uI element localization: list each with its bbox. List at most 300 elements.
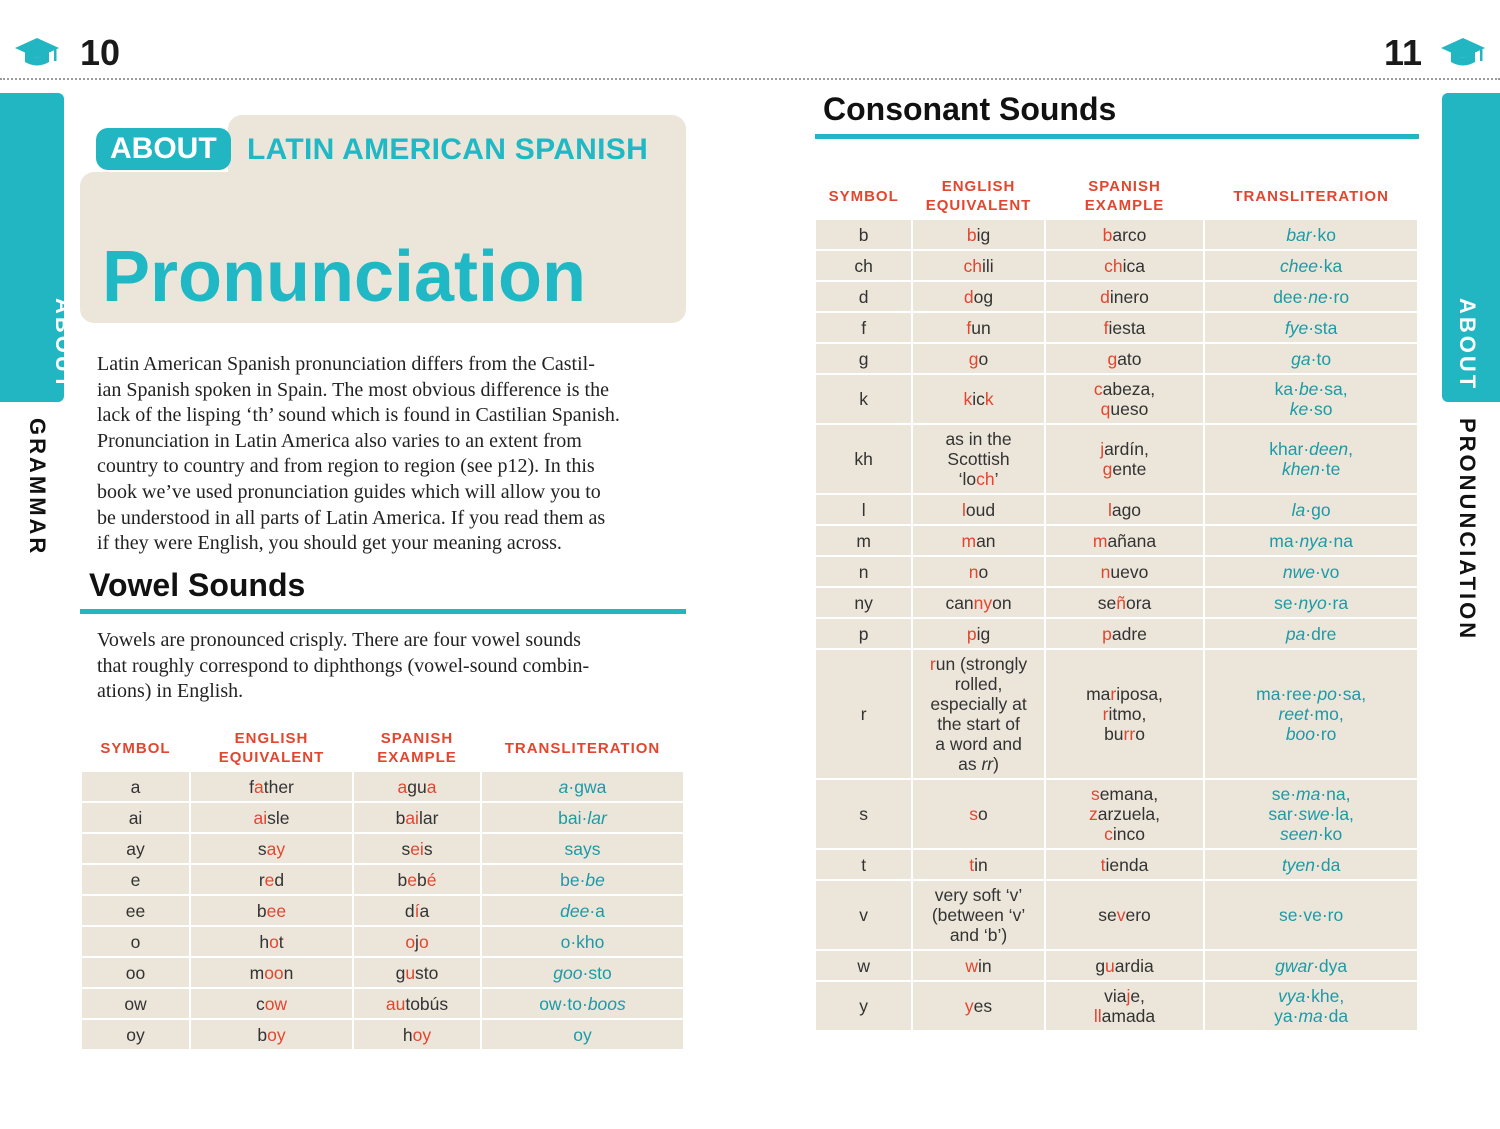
transliteration-cell xyxy=(1205,220,1417,249)
english-equivalent-cell xyxy=(913,425,1043,493)
consonant-table-row xyxy=(816,282,1417,311)
highlighted-letters: t xyxy=(1100,854,1106,875)
vowel-text-line: ations) in English. xyxy=(97,680,244,703)
english-equivalent-cell xyxy=(913,344,1043,373)
symbol-cell xyxy=(816,425,911,493)
spanish-example-cell xyxy=(1046,495,1204,524)
stressed-syllable: ma xyxy=(1296,784,1321,804)
text-segment: ’ xyxy=(994,469,999,489)
intro-paragraph xyxy=(97,352,697,557)
stressed-syllable: chee xyxy=(1280,255,1318,276)
text-segment: ic xyxy=(972,389,985,409)
text-segment: as xyxy=(958,754,982,774)
consonant-table-row xyxy=(816,951,1417,980)
text-segment: ·a xyxy=(589,900,605,921)
spanish-example-cell xyxy=(354,958,480,987)
text-segment: ·sta xyxy=(1308,317,1338,338)
transliteration-cell xyxy=(482,834,683,863)
vowel-table-row xyxy=(82,803,683,832)
english-equivalent-cell xyxy=(913,526,1043,555)
vowel-text-line: Vowels are pronounced crisply. There are four vowel sounds xyxy=(97,629,581,651)
text-segment: ·na, xyxy=(1320,784,1351,804)
text-segment: l xyxy=(861,499,866,520)
symbol-cell xyxy=(816,650,911,778)
highlighted-letters: m xyxy=(1092,530,1108,551)
english-equivalent-cell xyxy=(913,650,1043,778)
text-segment: ka· xyxy=(1274,379,1299,399)
stressed-syllable: vya xyxy=(1278,986,1306,1006)
consonant-table-row xyxy=(816,982,1417,1030)
symbol-cell xyxy=(816,850,911,879)
text-segment: very soft ‘v’ xyxy=(934,885,1023,905)
text-segment: emana, xyxy=(1099,784,1159,804)
text-segment: inero xyxy=(1109,286,1149,307)
text-segment: says xyxy=(564,838,601,859)
text-segment: inco xyxy=(1112,824,1145,844)
text-segment: lar xyxy=(418,807,439,828)
highlighted-letters: r xyxy=(929,654,936,674)
highlighted-letters: ñ xyxy=(1116,592,1126,613)
symbol-cell xyxy=(82,772,189,801)
text-segment: dee· xyxy=(1273,286,1309,307)
text-segment: se xyxy=(1098,905,1117,925)
english-equivalent-cell xyxy=(913,588,1043,617)
transliteration-cell xyxy=(482,803,683,832)
transliteration-cell xyxy=(482,989,683,1018)
text-segment: ai xyxy=(128,807,143,828)
english-equivalent-cell xyxy=(191,896,352,925)
symbol-cell xyxy=(82,896,189,925)
highlighted-letters: í xyxy=(414,900,420,921)
spanish-example-cell xyxy=(354,927,480,956)
highlighted-letters: y xyxy=(964,996,974,1016)
spanish-example-cell xyxy=(354,989,480,1018)
highlighted-letters: oy xyxy=(267,1024,286,1045)
text-segment: oo xyxy=(125,962,146,983)
highlighted-letters: ai xyxy=(253,807,268,828)
vowel-table-header xyxy=(82,726,683,770)
highlighted-letters: b xyxy=(966,224,977,245)
highlighted-letters: o xyxy=(269,931,279,952)
highlighted-letters: s xyxy=(969,804,979,824)
vowel-table-row xyxy=(82,958,683,987)
symbol-cell xyxy=(816,881,911,949)
text-segment: t xyxy=(861,854,867,875)
intro-line: lack of the lisping ‘th’ sound which is found in Castilian Spanish. xyxy=(97,404,620,427)
transliteration-cell xyxy=(482,1020,683,1049)
text-segment: ·ro xyxy=(1327,286,1350,307)
highlighted-letters: r xyxy=(1102,704,1109,724)
highlighted-letters: ch xyxy=(963,255,982,276)
consonant-table-row xyxy=(816,220,1417,249)
highlighted-letters: g xyxy=(968,348,979,369)
text-segment: arco xyxy=(1112,224,1147,245)
stressed-syllable: gwar xyxy=(1275,955,1314,976)
highlighted-letters: a xyxy=(426,776,437,797)
symbol-cell xyxy=(816,375,911,423)
highlighted-letters: c xyxy=(1093,379,1103,399)
transliteration-cell xyxy=(482,772,683,801)
text-segment: d xyxy=(404,900,415,921)
text-segment: ili xyxy=(981,255,994,276)
text-segment: ica xyxy=(1122,255,1145,276)
vowel-text-line: that roughly correspond to diphthongs (vowel-sound combin- xyxy=(97,654,590,677)
text-segment: iesta xyxy=(1108,317,1146,338)
transliteration-cell xyxy=(1205,588,1417,617)
consonant-table-row xyxy=(816,780,1417,848)
text-segment: khar· xyxy=(1269,439,1310,459)
text-segment: m xyxy=(856,530,871,551)
text-segment: ig xyxy=(976,224,991,245)
text-segment: añana xyxy=(1107,530,1157,551)
english-equivalent-cell xyxy=(913,220,1043,249)
text-segment: an xyxy=(976,530,996,551)
highlighted-letters: w xyxy=(965,955,979,976)
highlighted-letters: ch xyxy=(1104,255,1123,276)
text-segment: d xyxy=(274,869,285,890)
spanish-example-cell xyxy=(354,834,480,863)
highlighted-letters: k xyxy=(984,389,994,409)
highlighted-letters: c xyxy=(1104,824,1113,844)
text-segment: ·ko xyxy=(1311,224,1336,245)
highlighted-letters: v xyxy=(1116,905,1126,925)
highlighted-letters: ll xyxy=(1093,1006,1102,1026)
text-segment: b xyxy=(256,900,267,921)
stressed-syllable: boos xyxy=(587,993,626,1014)
text-segment: be· xyxy=(560,869,586,890)
highlighted-letters: oy xyxy=(412,1024,432,1045)
vowel-column-header: SPANISH EXAMPLE xyxy=(354,726,480,770)
vowel-table-row xyxy=(82,927,683,956)
stressed-syllable: tyen xyxy=(1281,854,1316,875)
vowel-table-row xyxy=(82,1020,683,1049)
text-segment: g xyxy=(1095,955,1106,976)
symbol-cell xyxy=(816,619,911,648)
symbol-cell xyxy=(82,834,189,863)
highlighted-letters: g xyxy=(1102,459,1113,479)
english-equivalent-cell xyxy=(191,989,352,1018)
text-segment: oud xyxy=(965,499,996,520)
text-segment: ·go xyxy=(1305,499,1331,520)
spanish-example-cell xyxy=(1046,282,1204,311)
consonant-table-row xyxy=(816,557,1417,586)
intro-line: if they were English, you should get your meaning across. xyxy=(97,532,562,555)
highlighted-letters: ay xyxy=(266,838,286,859)
text-segment: ·mo, xyxy=(1308,704,1344,724)
text-segment: oy xyxy=(126,1024,145,1045)
text-segment: r xyxy=(258,869,265,890)
spanish-example-cell xyxy=(1046,951,1204,980)
spanish-example-cell xyxy=(1046,425,1204,493)
text-segment: ·to xyxy=(1310,348,1332,369)
right-section-label: PRONUNCIATION xyxy=(1455,418,1480,642)
vowel-column-header: ENGLISH EQUIVALENT xyxy=(191,726,352,770)
transliteration-cell xyxy=(1205,495,1417,524)
symbol-cell xyxy=(82,927,189,956)
highlighted-letters: k xyxy=(963,389,973,409)
text-segment: ·ka xyxy=(1317,255,1343,276)
english-equivalent-cell xyxy=(191,834,352,863)
stressed-syllable: ga xyxy=(1291,348,1311,369)
text-segment: ago xyxy=(1111,499,1142,520)
highlighted-letters: ny xyxy=(973,592,993,613)
text-segment: m xyxy=(249,962,265,983)
intro-line: Pronunciation in Latin America also varies to an extent from xyxy=(97,429,582,452)
consonant-column-header: TRANSLITERATION xyxy=(1205,174,1417,218)
intro-line: ian Spanish spoken in Spain. The most obvious difference is the xyxy=(97,378,609,401)
text-segment: ma·ree· xyxy=(1256,684,1318,704)
text-segment: ee xyxy=(125,900,146,921)
stressed-syllable: be xyxy=(585,869,605,890)
text-segment: ig xyxy=(976,623,991,644)
text-segment: s xyxy=(401,838,411,859)
english-equivalent-cell xyxy=(191,865,352,894)
text-segment: ·te xyxy=(1319,459,1341,479)
spanish-example-cell xyxy=(354,772,480,801)
consonant-table-header xyxy=(816,174,1417,218)
text-segment: bu xyxy=(1104,724,1124,744)
vowel-column-header: TRANSLITERATION xyxy=(482,726,683,770)
text-segment: se· xyxy=(1274,592,1299,613)
text-segment: f xyxy=(249,776,254,797)
spanish-example-cell xyxy=(1046,982,1204,1030)
text-segment: c xyxy=(255,993,265,1014)
graduation-cap-icon xyxy=(1440,36,1486,70)
about-label: ABOUT xyxy=(96,128,231,170)
text-segment: ·khe, xyxy=(1305,986,1345,1006)
highlighted-letters: r xyxy=(1110,684,1117,704)
english-equivalent-cell xyxy=(913,951,1043,980)
english-equivalent-cell xyxy=(913,619,1043,648)
text-segment: iposa, xyxy=(1116,684,1163,704)
text-segment: o·kho xyxy=(560,931,605,952)
stressed-syllable: fye xyxy=(1284,317,1309,338)
text-segment: ch xyxy=(854,255,873,276)
intro-line: Latin American Spanish pronunciation differs from the Castil- xyxy=(97,353,595,375)
english-equivalent-cell xyxy=(191,772,352,801)
stressed-syllable: reet xyxy=(1278,704,1309,724)
highlighted-letters: p xyxy=(1102,623,1112,644)
english-equivalent-cell xyxy=(913,313,1043,342)
spanish-example-cell xyxy=(1046,344,1204,373)
text-segment: g xyxy=(395,962,406,983)
stressed-syllable: ne xyxy=(1308,286,1328,307)
consonant-sounds-heading: Consonant Sounds xyxy=(823,91,1117,127)
text-segment: e, xyxy=(1130,986,1145,1006)
highlighted-letters: ow xyxy=(264,993,288,1014)
english-equivalent-cell xyxy=(913,557,1043,586)
english-equivalent-cell xyxy=(191,1020,352,1049)
symbol-cell xyxy=(816,495,911,524)
spanish-example-cell xyxy=(354,1020,480,1049)
text-segment: b xyxy=(858,224,869,245)
text-segment: ardín, xyxy=(1104,439,1149,459)
spanish-example-cell xyxy=(1046,650,1204,778)
transliteration-cell xyxy=(1205,780,1417,848)
text-segment: abeza, xyxy=(1102,379,1156,399)
text-segment: in xyxy=(974,854,988,875)
text-segment: adre xyxy=(1111,623,1147,644)
text-segment: via xyxy=(1104,986,1127,1006)
text-segment: on xyxy=(992,592,1012,613)
spanish-example-cell xyxy=(1046,881,1204,949)
text-segment: j xyxy=(415,931,419,952)
symbol-cell xyxy=(816,251,911,280)
header-divider xyxy=(0,78,1500,80)
consonant-column-header: SYMBOL xyxy=(816,174,911,218)
spanish-example-cell xyxy=(354,865,480,894)
text-segment: ·sa, xyxy=(1318,379,1348,399)
vowel-table-row xyxy=(82,834,683,863)
english-equivalent-cell xyxy=(913,251,1043,280)
stressed-syllable: deen xyxy=(1309,439,1349,459)
highlighted-letters: l xyxy=(961,499,966,520)
text-segment: ) xyxy=(993,754,999,774)
text-segment: sto xyxy=(415,962,439,983)
text-segment: ·sto xyxy=(582,962,612,983)
text-segment: r xyxy=(860,704,867,724)
consonant-column-header: ENGLISH EQUIVALENT xyxy=(913,174,1043,218)
text-segment: ma· xyxy=(1269,530,1300,551)
vowel-heading-rule xyxy=(80,609,686,614)
text-segment: as in the xyxy=(945,429,1012,449)
text-segment: h xyxy=(259,931,270,952)
english-equivalent-cell xyxy=(191,927,352,956)
symbol-cell xyxy=(816,344,911,373)
stressed-syllable: nya xyxy=(1299,530,1328,551)
transliteration-cell xyxy=(482,896,683,925)
english-equivalent-cell xyxy=(913,375,1043,423)
highlighted-letters: a xyxy=(253,776,264,797)
highlighted-letters: z xyxy=(1089,804,1098,824)
text-segment: ·gwa xyxy=(568,776,607,797)
transliteration-cell xyxy=(1205,526,1417,555)
text-segment: especially at xyxy=(930,694,1027,714)
text-segment: ero xyxy=(1125,905,1151,925)
left-section-label: GRAMMAR xyxy=(25,418,50,557)
stressed-syllable: a xyxy=(558,776,569,797)
highlighted-letters: oo xyxy=(264,962,284,983)
highlighted-letters: m xyxy=(961,530,977,551)
transliteration-cell xyxy=(1205,619,1417,648)
text-segment: can xyxy=(945,592,974,613)
text-segment: ente xyxy=(1112,459,1147,479)
text-segment: ·da xyxy=(1315,854,1341,875)
left-page-number: 10 xyxy=(80,32,121,73)
transliteration-cell xyxy=(1205,881,1417,949)
text-segment: y xyxy=(859,996,869,1016)
transliteration-cell xyxy=(1205,982,1417,1030)
text-segment: s xyxy=(859,804,869,824)
text-segment: n xyxy=(283,962,294,983)
symbol-cell xyxy=(82,803,189,832)
stressed-syllable: rr xyxy=(981,754,994,774)
stressed-syllable: be xyxy=(1298,379,1319,399)
consonant-table-row xyxy=(816,251,1417,280)
text-segment: ·na xyxy=(1327,530,1353,551)
symbol-cell xyxy=(816,526,911,555)
text-segment: ·ro xyxy=(1315,724,1337,744)
transliteration-cell xyxy=(1205,251,1417,280)
text-segment: v xyxy=(859,905,869,925)
text-segment: ya· xyxy=(1274,1006,1299,1026)
text-segment: Scottish xyxy=(947,449,1010,469)
transliteration-cell xyxy=(1205,850,1417,879)
symbol-cell xyxy=(82,865,189,894)
text-segment: tobús xyxy=(405,993,449,1014)
highlighted-letters: l xyxy=(1107,499,1112,520)
text-segment: ny xyxy=(854,592,873,613)
text-segment: gu xyxy=(407,776,427,797)
right-page-number: 11 xyxy=(1384,32,1423,73)
text-segment: ·da xyxy=(1322,1006,1349,1026)
stressed-syllable: nwe xyxy=(1282,561,1316,582)
highlighted-letters: é xyxy=(426,869,437,890)
text-segment: ow·to· xyxy=(539,993,588,1014)
text-segment: ienda xyxy=(1105,854,1149,875)
english-equivalent-cell xyxy=(913,495,1043,524)
text-segment: ato xyxy=(1117,348,1142,369)
highlighted-letters: f xyxy=(966,317,972,338)
text-segment: kh xyxy=(854,449,873,469)
text-segment: un (strongly xyxy=(935,654,1028,674)
text-segment: b xyxy=(397,869,408,890)
consonant-table-row xyxy=(816,526,1417,555)
highlighted-letters: rr xyxy=(1123,724,1136,744)
spanish-example-cell xyxy=(1046,375,1204,423)
spanish-example-cell xyxy=(1046,526,1204,555)
spanish-example-cell xyxy=(1046,251,1204,280)
english-equivalent-cell xyxy=(913,780,1043,848)
highlighted-letters: b xyxy=(1102,224,1113,245)
highlighted-letters: o xyxy=(418,931,429,952)
spanish-example-cell xyxy=(1046,850,1204,879)
highlighted-letters: s xyxy=(1090,784,1100,804)
symbol-cell xyxy=(82,958,189,987)
symbol-cell xyxy=(82,989,189,1018)
text-segment: the start of xyxy=(937,714,1020,734)
text-segment: w xyxy=(857,955,870,976)
text-segment: se xyxy=(1097,592,1117,613)
right-tab-label: ABOUT xyxy=(1455,298,1480,392)
vowel-sounds-heading: Vowel Sounds xyxy=(89,567,306,603)
stressed-syllable: seen xyxy=(1280,824,1318,844)
spanish-example-cell xyxy=(1046,619,1204,648)
text-segment: arzuela, xyxy=(1097,804,1161,824)
intro-line: be understood in all parts of Latin America. If you read them as xyxy=(97,506,606,529)
consonant-table-row xyxy=(816,375,1417,423)
highlighted-letters: e xyxy=(264,869,275,890)
text-segment: o xyxy=(978,561,989,582)
transliteration-cell xyxy=(482,927,683,956)
title-subtitle: LATIN AMERICAN SPANISH xyxy=(247,133,649,166)
stressed-syllable: ke xyxy=(1289,399,1309,419)
text-segment: se· xyxy=(1271,784,1297,804)
text-segment: itmo, xyxy=(1108,704,1147,724)
highlighted-letters: u xyxy=(405,962,416,983)
symbol-cell xyxy=(816,588,911,617)
text-segment: se·ve·ro xyxy=(1279,905,1344,925)
symbol-cell xyxy=(816,951,911,980)
spanish-example-cell xyxy=(1046,557,1204,586)
text-segment: bai· xyxy=(558,807,588,828)
text-segment: og xyxy=(973,286,994,307)
consonant-column-header: SPANISH EXAMPLE xyxy=(1046,174,1204,218)
text-segment: s xyxy=(257,838,267,859)
spanish-example-cell xyxy=(354,803,480,832)
consonant-table-row xyxy=(816,850,1417,879)
spanish-example-cell xyxy=(354,896,480,925)
